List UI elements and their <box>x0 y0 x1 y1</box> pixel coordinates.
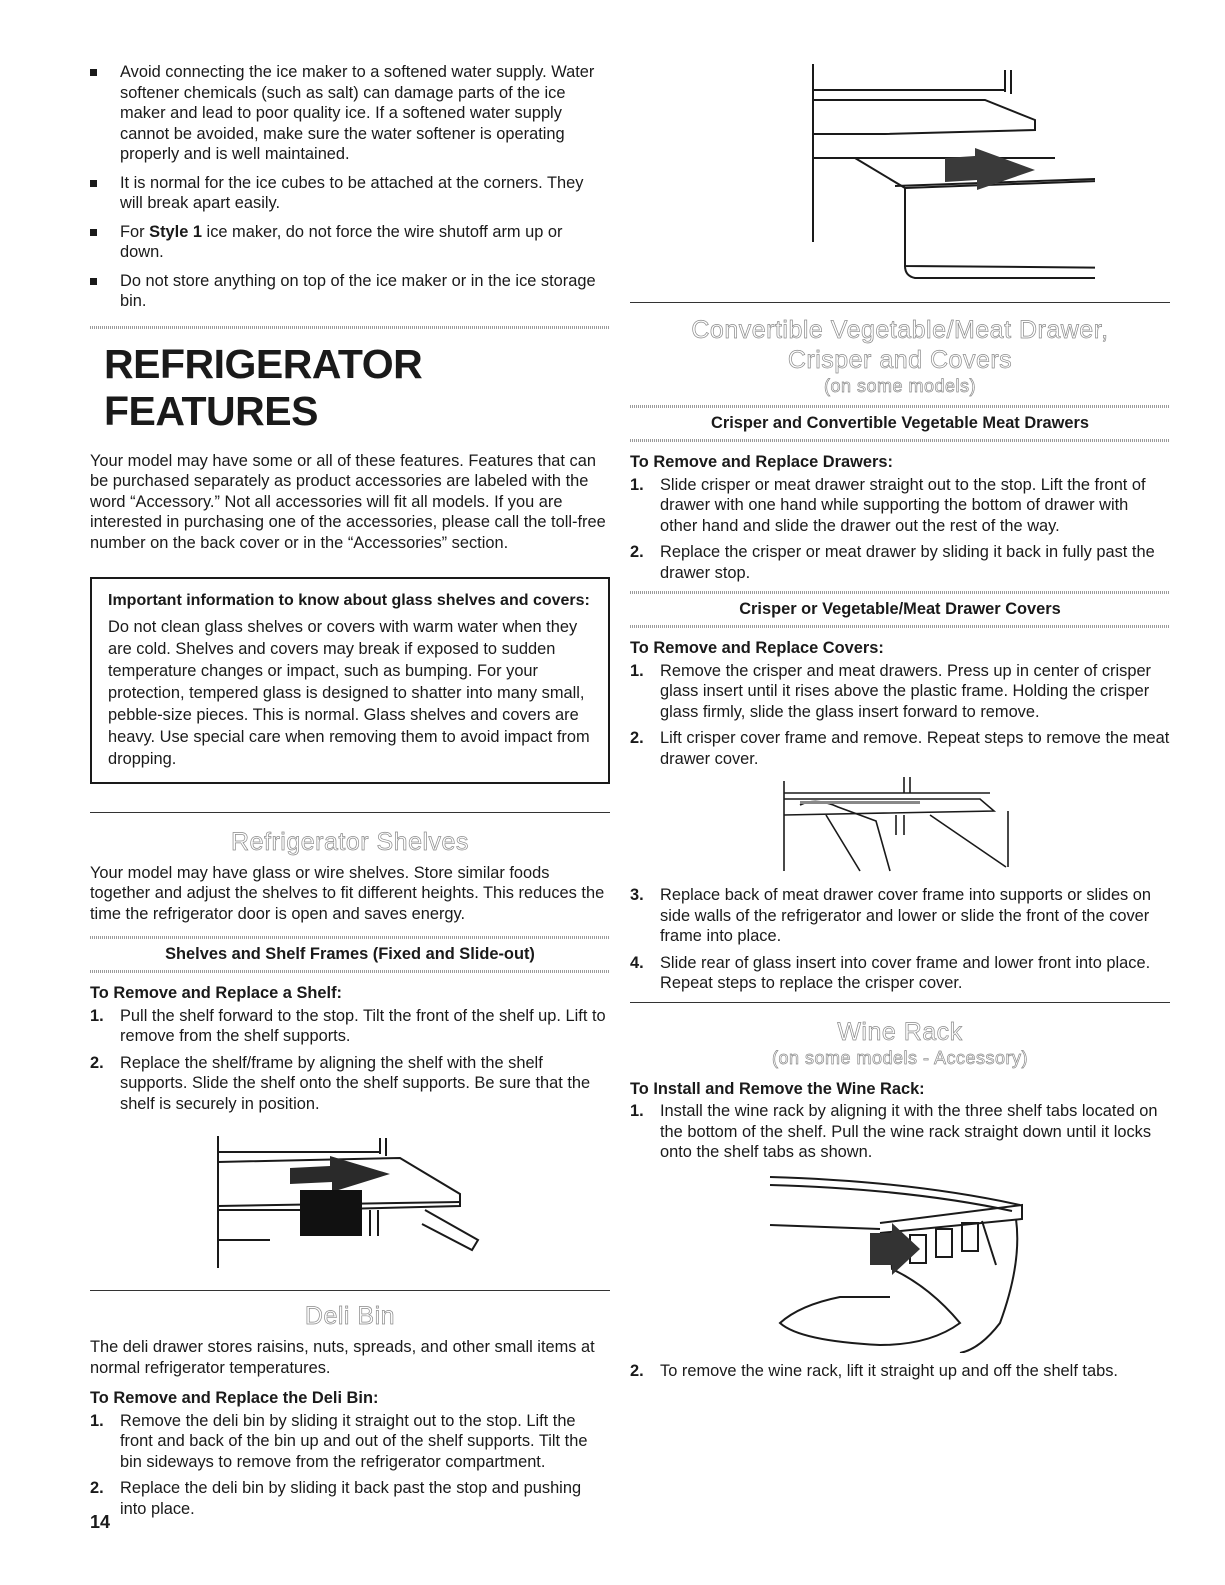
step-text: Replace back of meat drawer cover frame into supports or slides on side walls of the refrigerator and lower or slide the front of the cover frame into place. <box>660 886 1152 945</box>
dotted-divider <box>630 439 1170 442</box>
section-divider <box>90 812 610 813</box>
style-bullet-pre: For <box>120 222 150 241</box>
section-divider <box>630 1002 1170 1003</box>
page-title: REFRIGERATOR FEATURES <box>104 340 423 434</box>
intro-paragraph: Your model may have some or all of these features. Features that can be purchased separately as product accessories are labeled with the word “Accessory.” Not all accessories will fit all models. If you are interested in purchasing one of the accessories, please call the toll-free number on the back cover or in the “Accessories” section. <box>90 451 606 552</box>
remove-drawers-heading: To Remove and Replace Drawers: <box>630 453 893 471</box>
shelf-step <box>90 1053 610 1115</box>
install-wine-heading: To Install and Remove the Wine Rack: <box>630 1079 925 1098</box>
cover-illustration <box>780 775 1020 875</box>
wine-steps-b <box>630 1361 1170 1382</box>
wine-heading-sub: (on some models - Accessory) <box>771 1047 1029 1068</box>
step-number: 2. <box>630 729 644 747</box>
bullet-ice-cubes: It is normal for the ice cubes to be attached at the corners. They will break apart easily. <box>90 173 610 214</box>
step-number: 2. <box>630 1361 644 1380</box>
shelf-steps <box>90 1006 610 1115</box>
drawer-heading-line2: Crisper and Covers <box>787 346 1013 374</box>
deli-step <box>90 1478 610 1519</box>
wine-step <box>630 1361 1170 1382</box>
glass-warning-body: Do not clean glass shelves or covers with warm water when they are cold. Shelves and covers may break if exposed to sudden temperature changes or impact, such as bumping. For your protection, tempered glass is designed to shatter into many small, pebble-size pieces. This is normal. Glass shelves and covers are heavy. Use special care when removing them to avoid impact from dropping. <box>108 617 590 768</box>
step-number: 2. <box>90 1053 104 1072</box>
step-text: Pull the shelf forward to the stop. Tilt the front of the shelf up. Lift to remove from the shelf supports. <box>120 1006 606 1045</box>
step-number: 1. <box>630 1102 644 1120</box>
cover-steps-b <box>630 885 1170 994</box>
deli-paragraph: The deli drawer stores raisins, nuts, spreads, and other small items at normal refrigerator temperatures. <box>90 1338 595 1377</box>
covers-subhead: Crisper or Vegetable/Meat Drawer Covers <box>739 600 1061 618</box>
step-text: Replace the shelf/frame by aligning the shelf with the shelf supports. Slide the shelf onto the shelf supports. Be sure that the shelf is securely in position. <box>120 1053 591 1113</box>
shelves-subhead: Shelves and Shelf Frames (Fixed and Slide-out) <box>165 945 535 963</box>
right-column <box>630 62 1170 1387</box>
deli-step <box>90 1411 610 1473</box>
remove-covers-heading: To Remove and Replace Covers: <box>630 639 884 657</box>
intro-bullet-list <box>90 62 610 312</box>
step-text: Remove the deli bin by sliding it straight out to the stop. Lift the front and back of the bin up and out of the shelf supports. Tilt the bin sideways to remove from the refrigerator compartment. <box>120 1411 588 1471</box>
deli-heading: Deli Bin <box>304 1302 396 1330</box>
dotted-divider <box>90 326 610 329</box>
bullet-softened-water: Avoid connecting the ice maker to a softened water supply. Water softener chemicals (such as salt) can damage parts of the ice maker and lead to poor quality ice. If a softened water supply cannot be avoided, make sure the water softener is operating properly and is well maintained. <box>90 62 610 165</box>
drawer-step <box>630 542 1170 583</box>
cover-step <box>630 885 1170 947</box>
bullet-style-1 <box>90 222 610 263</box>
bullet-do-not-store: Do not store anything on top of the ice maker or in the ice storage bin. <box>90 271 610 312</box>
step-text: Replace the deli bin by sliding it back past the stop and pushing into place. <box>120 1479 582 1518</box>
drawer-heading-line1: Convertible Vegetable/Meat Drawer, <box>691 316 1109 344</box>
page-number: 14 <box>90 1512 111 1532</box>
left-column <box>90 62 610 1525</box>
glass-warning-box <box>90 577 610 784</box>
wine-step <box>630 1101 1170 1163</box>
step-text: Remove the crisper and meat drawers. Press up in center of crisper glass insert until it rises above the plastic frame. Holding the crisper glass firmly, slide the glass insert forward to remove. <box>660 661 1152 721</box>
shelf-step <box>90 1006 610 1047</box>
cover-step <box>630 953 1170 994</box>
drawer-illustration <box>705 62 1095 290</box>
drawer-step <box>630 475 1170 537</box>
step-number: 1. <box>90 1006 104 1025</box>
step-number: 1. <box>630 661 644 680</box>
remove-shelf-heading: To Remove and Replace a Shelf: <box>90 984 342 1002</box>
step-number: 3. <box>630 886 644 904</box>
section-divider <box>90 1290 610 1291</box>
wine-rack-illustration <box>760 1173 1040 1353</box>
style-bullet-post: ice maker, do not force the wire shutoff arm up or down. <box>120 222 563 261</box>
wine-steps-a <box>630 1101 1170 1163</box>
style-bullet-bold: Style 1 <box>149 222 202 241</box>
drawer-steps <box>630 475 1170 584</box>
shelf-illustration <box>210 1132 490 1272</box>
step-text: To remove the wine rack, lift it straight up and off the shelf tabs. <box>660 1361 1118 1380</box>
step-text: Lift crisper cover frame and remove. Repeat steps to remove the meat drawer cover. <box>660 729 1170 768</box>
step-number: 2. <box>90 1479 104 1497</box>
step-text: Install the wine rack by aligning it with the three shelf tabs located on the bottom of the shelf. Pull the wine rack straight down until it locks onto the shelf tabs as shown. <box>660 1102 1158 1161</box>
drawers-subhead: Crisper and Convertible Vegetable Meat Drawers <box>710 414 1090 432</box>
shelves-paragraph: Your model may have glass or wire shelves. Store similar foods together and adjust the shelves to fit different heights. This reduces the time the refrigerator door is open and saves energy. <box>90 863 605 923</box>
wine-heading: Wine Rack <box>837 1017 963 1046</box>
step-number: 1. <box>90 1411 104 1430</box>
step-number: 1. <box>630 475 644 494</box>
cover-steps-a <box>630 661 1170 770</box>
deli-steps <box>90 1411 610 1520</box>
remove-deli-heading: To Remove and Replace the Deli Bin: <box>90 1389 379 1407</box>
drawer-heading-sub: (on some models) <box>823 376 977 396</box>
dotted-divider <box>630 625 1170 628</box>
cover-step <box>630 728 1170 769</box>
step-text: Slide crisper or meat drawer straight out to the stop. Lift the front of drawer with one hand while supporting the bottom of drawer with other hand and slide the drawer out the rest of the way. <box>660 475 1146 535</box>
cover-step <box>630 661 1170 723</box>
step-number: 2. <box>630 543 644 561</box>
step-text: Replace the crisper or meat drawer by sliding it back in fully past the drawer stop. <box>660 543 1155 582</box>
step-number: 4. <box>630 953 644 972</box>
dotted-divider <box>90 970 610 973</box>
step-text: Slide rear of glass insert into cover frame and lower front into place. Repeat steps to replace the crisper cover. <box>660 953 1151 992</box>
glass-warning-title: Important information to know about glass shelves and covers: <box>108 592 590 609</box>
section-divider <box>630 302 1170 303</box>
shelves-heading: Refrigerator Shelves <box>231 827 469 856</box>
